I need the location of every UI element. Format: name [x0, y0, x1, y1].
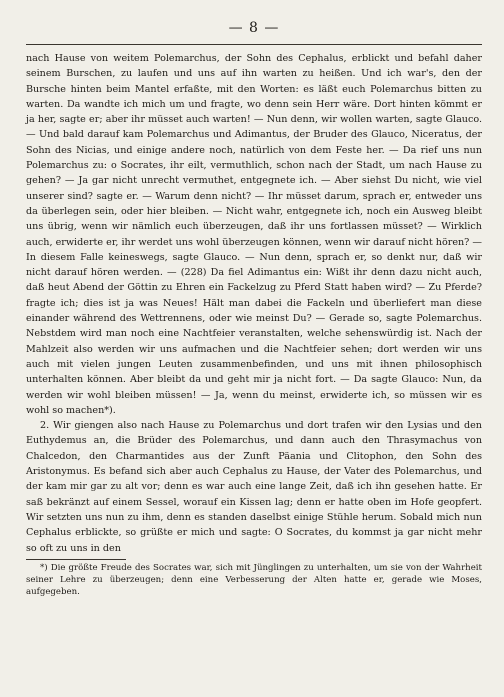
footnote: *) Die größte Freude des Socrates war, sich mit Jünglingen zu unterhalten, um sie von der Wahrheit seiner Lehre zu überzeugen; denn eine Verbesserung der Alten hatte er, gerade wie Moses, aufgegeben.	[26, 562, 482, 597]
paragraph-1: nach Hause von weitem Polemarchus, der Sohn des Cephalus, erblickt und befahl daher seinem Burschen, zu laufen und uns auf ihn warten zu heißen. Und ich war's, den der Bursche hinten beim Mantel erfaßte, mit den Worten: es läßt euch Polemarchus bitten zu warten. Da wandte ich mich um und fragte, wo denn sein Herr wäre. Dort hinten kömmt er ja her, sagte er; aber ihr müsset auch warten! — Nun denn, wir wollen warten, sagte Glauco. — Und bald darauf kam Polemarchus und Adimantus, der Bruder des Glauco, Niceratus, der Sohn des Nicias, und einige andere noch, natürlich von dem Feste her. — Da rief uns nun Polemarchus zu: o Socrates, ihr eilt, vermuthlich, schon nach der Stadt, um nach Hause zu gehen? — Ja gar nicht unrecht vermuthet, entgegnete ich. — Aber siehst Du nicht, wie viel unserer sind? sagte er. — Warum denn nicht? — Ihr müsset darum, sprach er, entweder uns da überlegen sein, oder hier bleiben. — Nicht wahr, entgegnete ich, noch ein Ausweg bleibt uns übrig, wenn wir nämlich euch überzeugen, daß ihr uns fortlassen müsset? — Wirklich auch, erwiderte er, ihr werdet uns wohl überzeugen können, wenn wir darauf nicht hören? — In diesem Falle keineswegs, sagte Glauco. — Nun denn, sprach er, so denkt nur, daß wir nicht darauf hören werden. — (228) Da fiel Adimantus ein: Wißt ihr denn dazu nicht auch, daß heut Abend der Göttin zu Ehren ein Fackelzug zu Pferd Statt haben wird? — Zu Pferde? fragte ich; dies ist ja was Neues! Hält man dabei die Fackeln und überliefert man diese einander während des Wettrennens, oder wie meinst Du? — Gerade so, sagte Polemarchus. Nebstdem wird man noch eine Nachtfeier veranstalten, welche sehenswürdig ist. Nach der Mahlzeit also werden wir uns aufmachen und die Nachtfeier sehen; dort werden wir uns auch mit vielen jungen Leuten zusammenbefinden, und uns mit ihnen philosophisch unterhalten können. Aber bleibt da und geht mir ja nicht fort. — Da sagte Glauco: Nun, da werden wir wohl bleiben müssen! — Ja, wenn du meinst, erwiderte ich, so müssen wir es wohl so machen*).	[26, 53, 482, 416]
page-number: — 8 —	[228, 20, 280, 36]
header-rule	[26, 44, 482, 45]
main-text	[26, 51, 482, 556]
footnote-rule	[26, 559, 126, 560]
paragraph-2: 2. Wir giengen also nach Hause zu Polemarchus und dort trafen wir den Lysias und den Euthydemus an, die Brüder des Polemarchus, und dann auch den Thrasymachus von Chalcedon, den Charmantides aus der Zunft Päania und Clitophon, den Sohn des Aristonymus. Es befand sich aber auch Cephalus zu Hause, der Vater des Polemarchus, und der kam mir gar zu alt vor; denn es war auch eine lange Zeit, daß ich ihn gesehen hatte. Er saß bekränzt auf einem Sessel, worauf ein Kissen lag; denn er hatte oben im Hofe geopfert. Wir setzten uns nun zu ihm, denn es standen daselbst einige Stühle herum. Sobald mich nun Cephalus erblickte, so grüßte er mich und sagte: O Socrates, du kommst ja gar nicht mehr so oft zu uns in den	[26, 420, 482, 554]
